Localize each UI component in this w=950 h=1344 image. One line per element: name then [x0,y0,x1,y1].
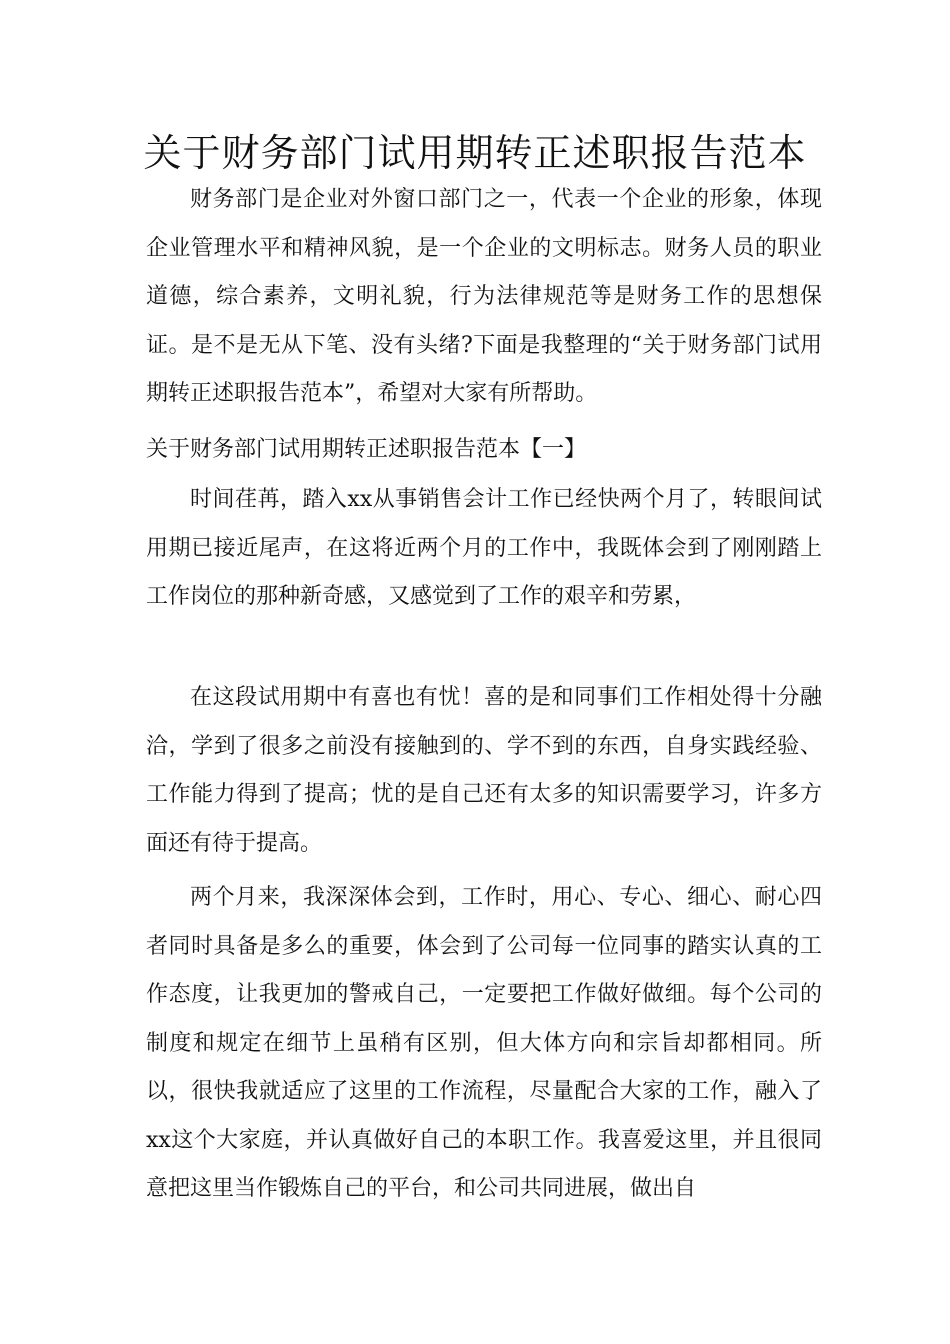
section-heading: 关于财务部门试用期转正述职报告范本【一】 [146,437,587,462]
document-title: 关于财务部门试用期转正述职报告范本 [143,131,807,175]
body-paragraph-1: 时间荏苒，踏入xx从事销售会计工作已经快两个月了，转眼间试用期已接近尾声，在这将近两个月的工作中，我既体会到了刚刚踏上工作岗位的那种新奇感，又感觉到了工作的艰辛和劳累， [146,487,822,609]
body-paragraph-3: 两个月来，我深深体会到，工作时，用心、专心、细心、耐心四者同时具备是多么的重要，体会到了公司每一位同事的踏实认真的工作态度，让我更加的警戒自己，一定要把工作做好做细。每个公司的制度和规定在细节上虽稍有区别，但大体方向和宗旨却都相同。所以，很快我就适应了这里的工作流程，尽量配合大家的工作，融入了xx这个大家庭，并认真做好自己的本职工作。我喜爱这里，并且很同意把这里当作锻炼自己的平台，和公司共同进展，做出自 [146,885,822,1201]
body-paragraph-2: 在这段试用期中有喜也有忧！喜的是和同事们工作相处得十分融洽，学到了很多之前没有接触到的、学不到的东西，自身实践经验、工作能力得到了提高；忧的是自己还有太多的知识需要学习，许多方面还有待于提高。 [146,685,822,856]
intro-paragraph: 财务部门是企业对外窗口部门之一，代表一个企业的形象，体现企业管理水平和精神风貌，是一个企业的文明标志。财务人员的职业道德，综合素养，文明礼貌，行为法律规范等是财务工作的思想保证。是不是无从下笔、没有头绪?下面是我整理的“关于财务部门试用期转正述职报告范本”，希望对大家有所帮助。 [146,187,822,406]
